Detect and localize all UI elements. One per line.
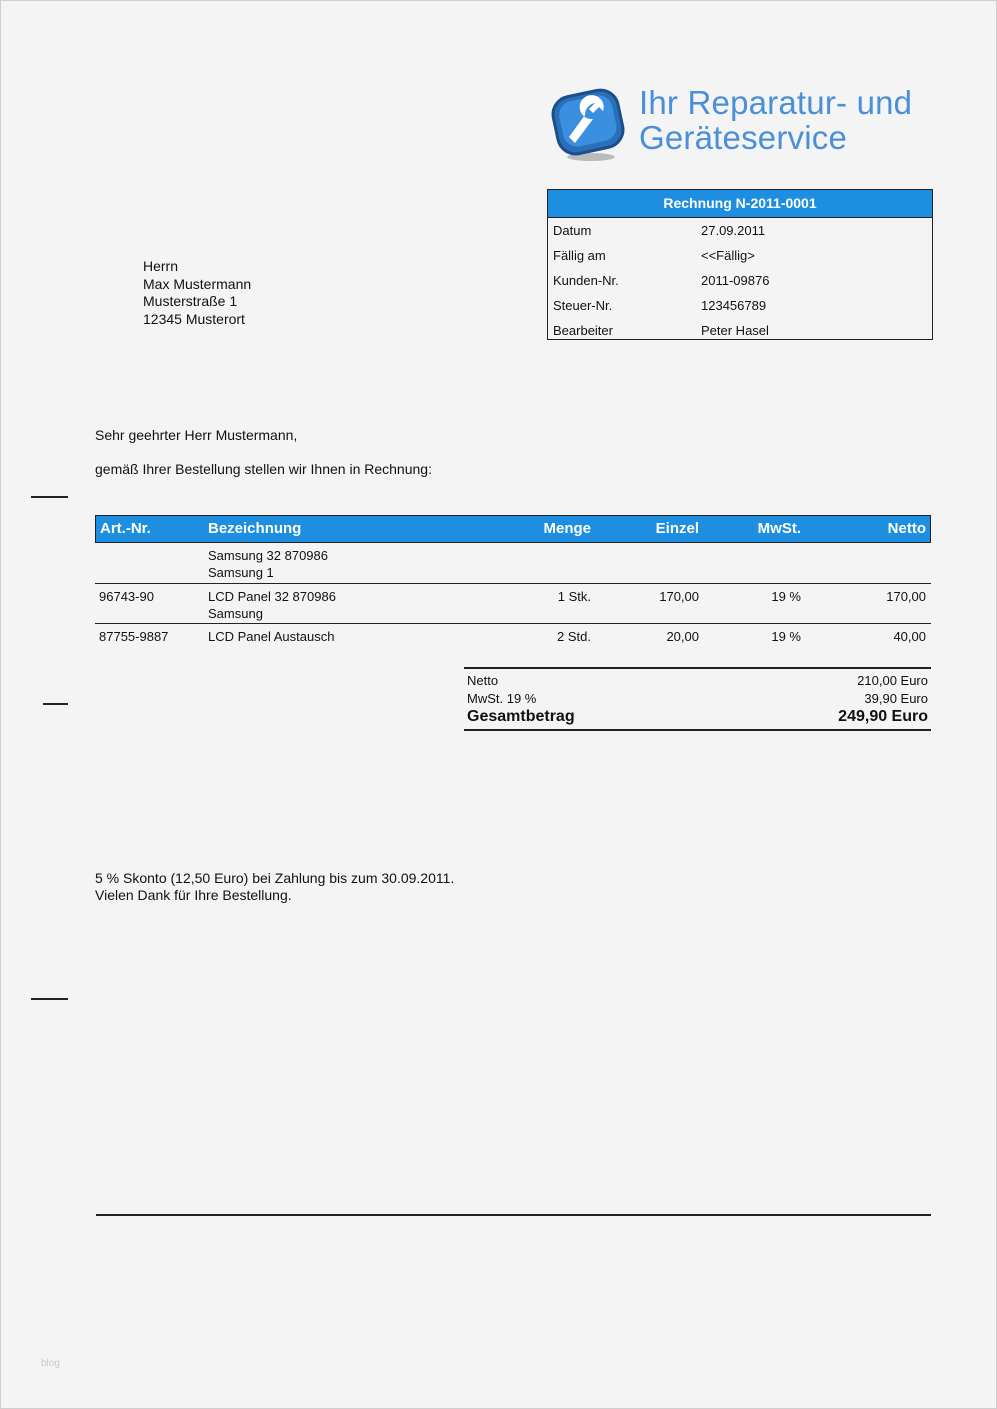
col-header-netto: Netto xyxy=(887,520,926,537)
letter-greeting: Sehr geehrter Herr Mustermann, xyxy=(95,427,298,443)
field-label: Datum xyxy=(553,223,592,238)
cell-einzel: 170,00 xyxy=(659,589,699,604)
recipient-city: 12345 Musterort xyxy=(143,310,245,327)
table-row xyxy=(95,584,931,624)
cell-art: 87755-9887 xyxy=(99,629,169,644)
cell-bez xyxy=(208,547,328,581)
letter-intro: gemäß Ihrer Bestellung stellen wir Ihnen in Rechnung: xyxy=(95,461,432,477)
cell-menge: 1 Stk. xyxy=(557,589,591,604)
cell-netto: 170,00 xyxy=(886,589,926,604)
cell-mwst: 19 % xyxy=(771,629,801,644)
field-value: 123456789 xyxy=(701,298,767,313)
company-name-line1: Ihr Reparatur- und xyxy=(639,84,913,121)
cell-bez-line2: Samsung 1 xyxy=(208,565,274,580)
totals-netto-value: 210,00 Euro xyxy=(857,673,928,688)
cell-bez xyxy=(208,588,336,622)
col-header-art: Art.-Nr. xyxy=(100,520,151,537)
field-label: Steuer-Nr. xyxy=(553,298,613,313)
cell-bez-line1: Samsung 32 870986 xyxy=(208,548,328,563)
closing-thanks: Vielen Dank für Ihre Bestellung. xyxy=(95,887,292,903)
items-table xyxy=(95,515,931,648)
recipient-address xyxy=(143,258,251,328)
items-table-header xyxy=(95,515,931,543)
invoice-field-datum xyxy=(548,218,932,243)
closing-skonto: 5 % Skonto (12,50 Euro) bei Zahlung bis zum 30.09.2011. xyxy=(95,870,455,886)
cell-bez: LCD Panel Austausch xyxy=(208,629,335,644)
fold-marker xyxy=(31,998,68,1000)
cell-einzel: 20,00 xyxy=(666,629,699,644)
invoice-field-bearbeiter xyxy=(548,318,932,343)
table-row xyxy=(95,543,931,584)
invoice-field-steuer-nr xyxy=(548,293,932,318)
company-name xyxy=(639,85,912,155)
cell-art: 96743-90 xyxy=(99,589,154,604)
footer-divider xyxy=(96,1214,931,1216)
field-value: 27.09.2011 xyxy=(701,223,766,238)
totals-netto xyxy=(464,669,931,687)
invoice-title: Rechnung N-2011-0001 xyxy=(548,190,932,218)
cell-menge: 2 Std. xyxy=(557,629,591,644)
punch-marker xyxy=(43,703,68,705)
totals-block xyxy=(464,667,931,731)
totals-mwst xyxy=(464,687,931,705)
field-label: Kunden-Nr. xyxy=(553,273,619,288)
company-logo xyxy=(549,85,949,165)
col-header-bez: Bezeichnung xyxy=(208,520,302,537)
table-row xyxy=(95,624,931,648)
invoice-field-kunden-nr xyxy=(548,268,932,293)
totals-mwst-value: 39,90 Euro xyxy=(864,691,928,706)
cell-netto: 40,00 xyxy=(893,629,926,644)
recipient-street: Musterstraße 1 xyxy=(143,293,238,309)
cell-mwst: 19 % xyxy=(771,589,801,604)
recipient-salutation: Herrn xyxy=(143,258,179,274)
field-label: Bearbeiter xyxy=(553,323,613,338)
totals-gesamt-value: 249,90 Euro xyxy=(838,708,928,725)
field-value: 2011-09876 xyxy=(701,273,770,288)
cell-bez-line1: LCD Panel 32 870986 xyxy=(208,589,336,604)
totals-mwst-label: MwSt. 19 % xyxy=(467,691,537,706)
wrench-logo-icon xyxy=(549,85,629,165)
cell-bez-line2: Samsung xyxy=(208,606,263,621)
totals-gesamt xyxy=(464,705,931,727)
fold-marker xyxy=(31,496,68,498)
invoice-info-box xyxy=(547,189,933,340)
field-label: Fällig am xyxy=(553,248,606,263)
field-value: Peter Hasel xyxy=(701,323,769,338)
recipient-name: Max Mustermann xyxy=(143,275,252,292)
watermark: blog xyxy=(41,1358,60,1369)
company-name-line2: Geräteservice xyxy=(639,119,848,156)
col-header-einzel: Einzel xyxy=(655,520,699,537)
field-value: <<Fällig> xyxy=(701,248,755,263)
col-header-mwst: MwSt. xyxy=(757,520,801,537)
totals-gesamt-label: Gesamtbetrag xyxy=(467,708,575,725)
totals-netto-label: Netto xyxy=(467,673,499,688)
invoice-field-faellig xyxy=(548,243,932,268)
closing-text xyxy=(95,870,454,904)
col-header-menge: Menge xyxy=(543,520,591,537)
